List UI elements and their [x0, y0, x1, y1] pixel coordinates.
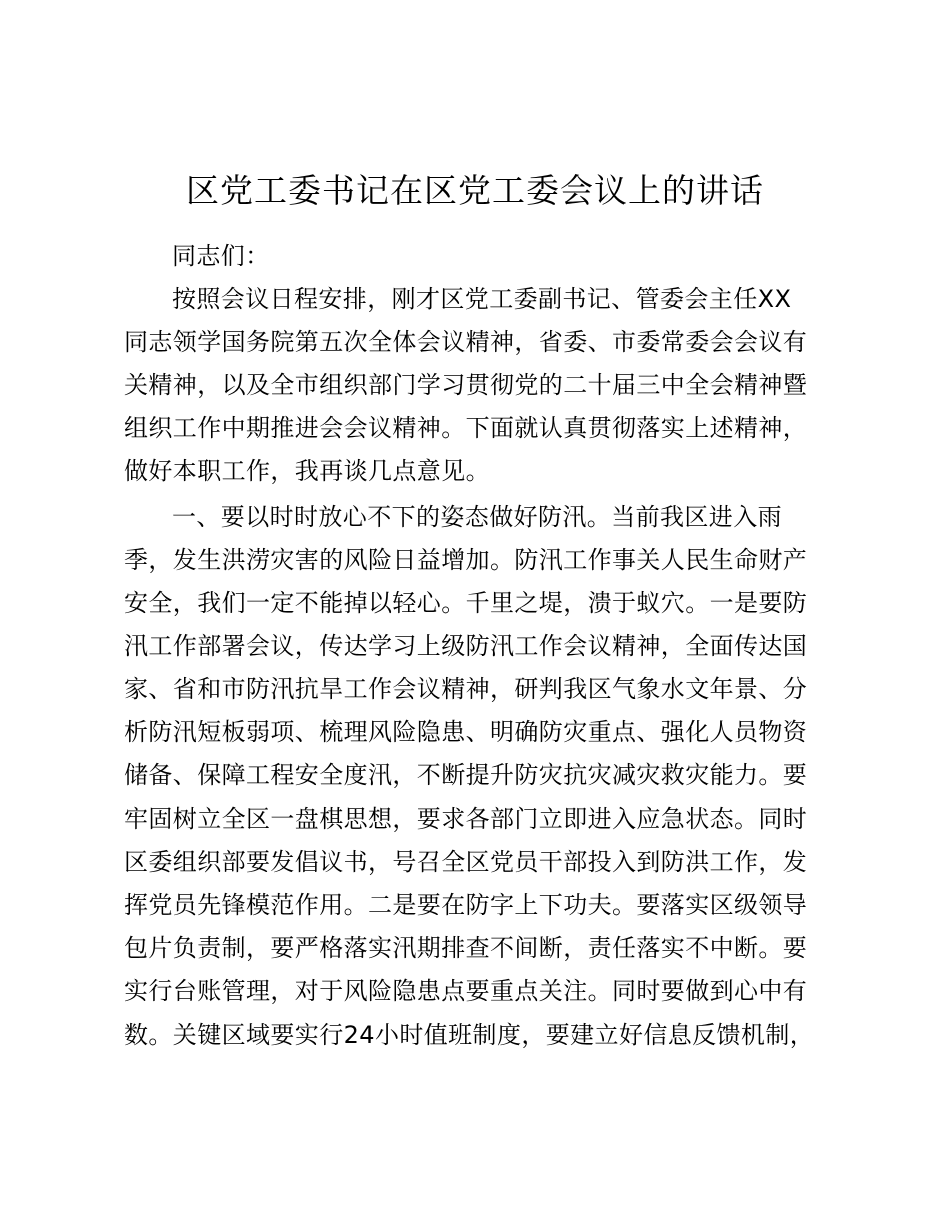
- paragraph-2-line-2: 季，发生洪涝灾害的风险日益增加。防汛工作事关人民生命财产: [124, 546, 808, 574]
- paragraph-1-line-3: 关精神，以及全市组织部门学习贯彻党的二十届三中全会精神暨: [124, 371, 808, 399]
- document-title: 区党工委书记在区党工委会议上的讲话: [186, 171, 764, 210]
- paragraph-2-line-6: 析防汛短板弱项、梳理风险隐患、明确防灾重点、强化人员物资: [124, 718, 808, 746]
- paragraph-2-line-5: 家、省和市防汛抗旱工作会议精神，研判我区气象水文年景、分: [124, 675, 808, 703]
- paragraph-2-line-12: 实行台账管理，对于风险隐患点要重点关注。同时要做到心中有: [124, 977, 808, 1005]
- paragraph-2-line-3: 安全，我们一定不能掉以轻心。千里之堤，溃于蚁穴。一是要防: [124, 589, 808, 617]
- paragraph-2-line-7: 储备、保障工程安全度汛，不断提升防灾抗灾减灾救灾能力。要: [124, 761, 808, 789]
- paragraph-1-line-2: 同志领学国务院第五次全体会议精神，省委、市委常委会会议有: [124, 328, 808, 356]
- paragraph-2-line-13: 数。关键区域要实行24小时值班制度，要建立好信息反馈机制，: [124, 1021, 815, 1049]
- paragraph-1-line-4: 组织工作中期推进会会议精神。下面就认真贯彻落实上述精神，: [124, 414, 808, 442]
- paragraph-2-line-9: 区委组织部要发倡议书，号召全区党员干部投入到防洪工作，发: [124, 848, 808, 876]
- paragraph-1-line-5: 做好本职工作，我再谈几点意见。: [124, 457, 490, 485]
- salutation-line: 同志们：: [172, 242, 270, 270]
- paragraph-2-line-1: 一、要以时时放心不下的姿态做好防汛。当前我区进入雨: [172, 503, 782, 531]
- paragraph-2-line-10: 挥党员先锋模范作用。二是要在防字上下功夫。要落实区级领导: [124, 891, 808, 919]
- paragraph-2-line-11: 包片负责制，要严格落实汛期排查不间断，责任落实不中断。要: [124, 934, 808, 962]
- paragraph-2-line-8: 牢固树立全区一盘棋思想，要求各部门立即进入应急状态。同时: [124, 805, 808, 833]
- paragraph-2-line-4: 汛工作部署会议，传达学习上级防汛工作会议精神，全面传达国: [124, 632, 808, 660]
- paragraph-1-line-1: 按照会议日程安排，刚才区党工委副书记、管委会主任XX: [172, 285, 792, 313]
